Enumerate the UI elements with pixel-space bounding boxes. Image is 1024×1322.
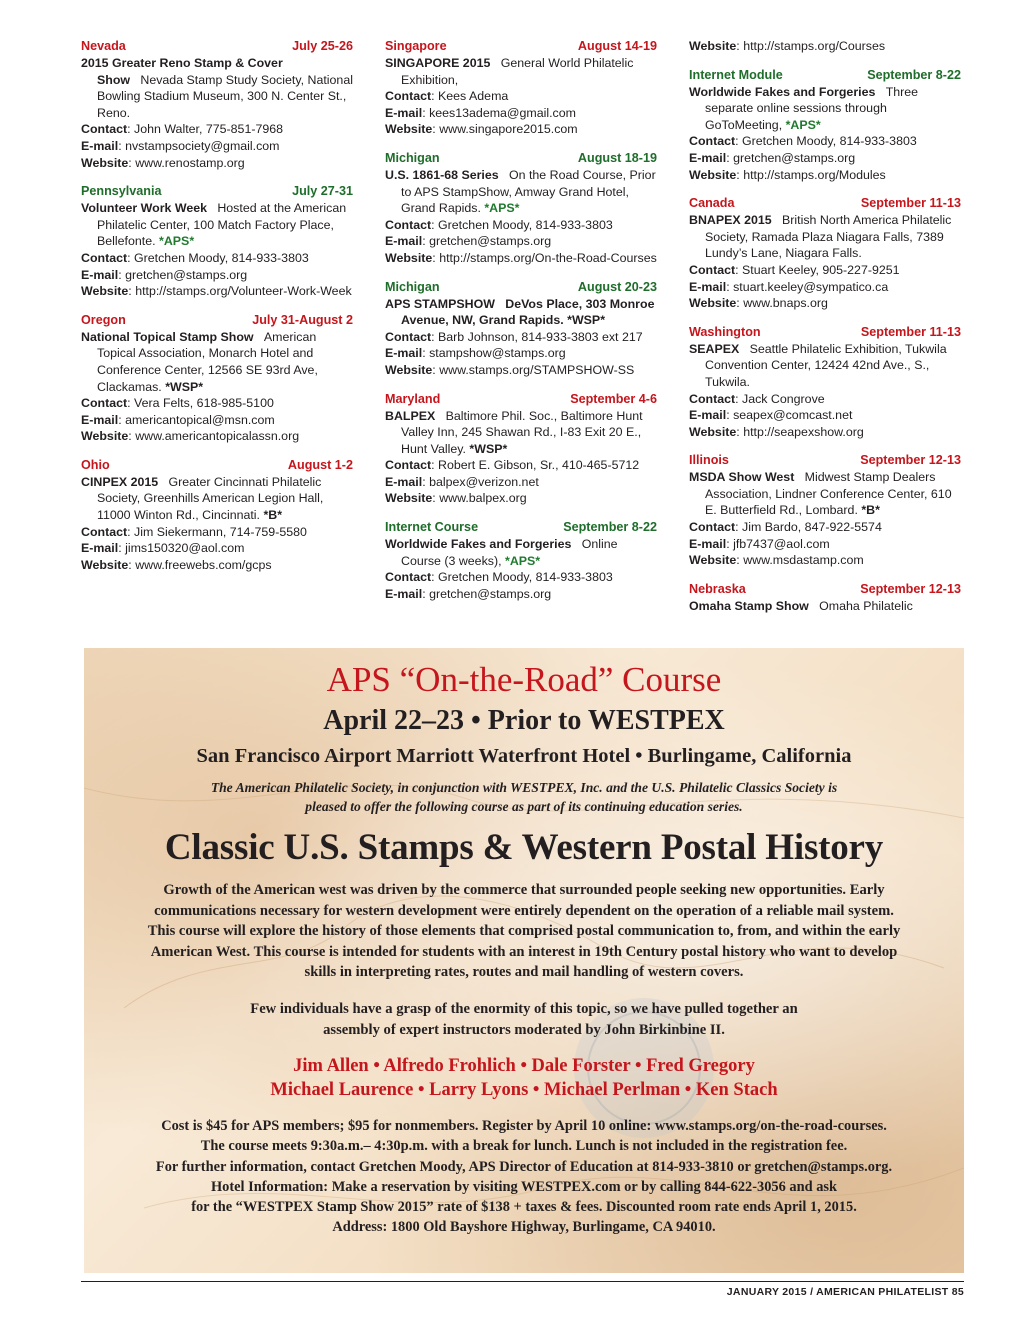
event-name: SEAPEX bbox=[689, 341, 740, 356]
event-contact-line: Contact: Jim Siekermann, 714-759-5580 bbox=[81, 524, 307, 539]
event-listing bbox=[81, 38, 353, 171]
event-website-line: Website: http://stamps.org/Courses bbox=[689, 39, 886, 53]
event-details: Baltimore Phil. Soc., Baltimore Hunt Valley Inn, 245 Shawan Rd., I-83 Exit 20 E., Hunt Valley. bbox=[401, 408, 643, 456]
event-region: Internet Module bbox=[689, 67, 783, 82]
field-label: Contact bbox=[81, 122, 128, 137]
event-website-line: Website: www.renostamp.org bbox=[81, 155, 245, 170]
field-value[interactable]: seapex@comcast.net bbox=[733, 408, 853, 423]
event-details: British North America Philatelic Society, Ramada Plaza Niagara Falls, 7389 Lundy’s Lane, Niagara Falls. bbox=[705, 213, 952, 261]
calendar-column-3 bbox=[689, 38, 961, 626]
field-label: Contact bbox=[385, 217, 432, 232]
field-label: E-mail bbox=[81, 541, 119, 556]
event-date: July 27-31 bbox=[292, 184, 353, 199]
event-date: August 14-19 bbox=[577, 39, 657, 53]
event-email-line: E-mail: jfb7437@aol.com bbox=[689, 536, 830, 551]
field-label: Website bbox=[689, 167, 737, 182]
event-listing bbox=[689, 38, 961, 55]
event-header bbox=[689, 581, 961, 598]
event-note: *WSP* bbox=[165, 379, 204, 394]
field-value[interactable]: www.balpex.org bbox=[439, 491, 527, 506]
event-email-line: E-mail: balpex@verizon.net bbox=[385, 474, 539, 489]
ad-dates: April 22–23 • Prior to WESTPEX bbox=[323, 705, 725, 736]
field-label: E-mail bbox=[689, 150, 727, 165]
event-website-line: Website: http://seapexshow.org bbox=[689, 424, 864, 439]
field-label: Website bbox=[385, 362, 433, 377]
event-details: On the Road Course, Prior to APS StampShow, Amway Grand Hotel, Grand Rapids. bbox=[401, 167, 656, 216]
page-footer: JANUARY 2015 / AMERICAN PHILATELIST 85 bbox=[726, 1286, 964, 1298]
ad-venue: San Francisco Airport Marriott Waterfront Hotel • Burlingame, California bbox=[196, 745, 852, 767]
event-note: *B* bbox=[263, 508, 283, 523]
event-contact-line: Contact: Gretchen Moody, 814-933-3803 bbox=[81, 250, 309, 265]
event-details: Greater Cincinnati Philatelic Society, Greenhills American Legion Hall, 11000 Winton Rd., Cincinnati. bbox=[97, 474, 324, 523]
event-name: 2015 Greater Reno Stamp & Cover Show bbox=[81, 56, 283, 87]
event-date: August 18-19 bbox=[577, 150, 657, 165]
event-description bbox=[81, 474, 353, 524]
field-value[interactable]: americantopical@msn.com bbox=[125, 412, 275, 427]
event-name: BNAPEX 2015 bbox=[689, 213, 772, 228]
event-website-line: Website: www.americantopicalassn.org bbox=[81, 429, 300, 444]
field-label: E-mail bbox=[385, 346, 423, 361]
field-label: Website bbox=[385, 250, 433, 265]
event-listing bbox=[385, 38, 657, 138]
field-value[interactable]: http://stamps.org/Modules bbox=[743, 167, 886, 182]
field-value[interactable]: jims150320@aol.com bbox=[125, 541, 245, 556]
calendar-column-2 bbox=[385, 38, 657, 614]
event-details: Online Course (3 weeks), bbox=[401, 537, 618, 568]
event-header bbox=[81, 457, 353, 474]
event-note: *APS* bbox=[159, 234, 195, 249]
event-name: BALPEX bbox=[385, 408, 436, 423]
field-label: Contact bbox=[385, 89, 432, 104]
event-contact-line: Contact: Gretchen Moody, 814-933-3803 bbox=[385, 217, 613, 232]
info-line: for the “WESTPEX Stamp Show 2015” rate of $138 + taxes & fees. Discounted room rate ends April 1, 2015. bbox=[191, 1198, 857, 1215]
event-date: July 25-26 bbox=[292, 39, 353, 53]
event-note: *B* bbox=[861, 503, 880, 518]
event-description bbox=[81, 200, 353, 250]
event-date: September 11-13 bbox=[860, 196, 961, 211]
event-region: Singapore bbox=[385, 39, 447, 53]
event-email-line: E-mail: gretchen@stamps.org bbox=[81, 267, 248, 282]
event-date: September 11-13 bbox=[860, 324, 961, 339]
event-details: Three separate online sessions through GoToMeeting, bbox=[705, 84, 919, 132]
event-details: Nevada Stamp Study Society, National Bowling Stadium Museum, 300 N. Center St., Reno. bbox=[97, 72, 353, 120]
event-date: September 4-6 bbox=[570, 391, 657, 406]
field-label: Website bbox=[689, 39, 737, 53]
event-region: Washington bbox=[689, 324, 761, 339]
course-advertisement bbox=[84, 648, 964, 1273]
event-description bbox=[689, 212, 961, 262]
field-label: E-mail bbox=[689, 279, 727, 294]
event-details: DeVos Place, 303 Monroe Avenue, NW, Grand Rapids. *WSP* bbox=[401, 296, 655, 328]
event-date: July 31-August 2 bbox=[252, 312, 353, 327]
field-label: Contact bbox=[689, 262, 736, 277]
event-note: *APS* bbox=[484, 201, 520, 216]
event-contact-line: Contact: Jack Congrove bbox=[689, 391, 825, 406]
field-label: E-mail bbox=[385, 234, 423, 249]
event-description bbox=[81, 329, 353, 395]
instructors-line: Michael Laurence • Larry Lyons • Michael Perlman • Ken Stach bbox=[270, 1080, 778, 1101]
event-name: U.S. 1861-68 Series bbox=[385, 167, 499, 182]
field-value[interactable]: gretchen@stamps.org bbox=[429, 586, 552, 601]
field-value: Robert E. Gibson, Sr., 410-465-5712 bbox=[438, 458, 640, 473]
event-details: Hosted at the American Philatelic Center, 100 Match Factory Place, Bellefonte. bbox=[97, 201, 347, 249]
event-website-line: Website: www.balpex.org bbox=[385, 491, 527, 506]
event-website-line: Website: www.bnaps.org bbox=[689, 296, 828, 311]
instructors-list bbox=[84, 1054, 964, 1102]
field-label: Website bbox=[81, 155, 129, 170]
event-note: *WSP* bbox=[469, 441, 508, 456]
field-value[interactable]: www.stamps.org/STAMPSHOW-SS bbox=[439, 362, 635, 377]
info-line: For further information, contact Gretchen Moody, APS Director of Education at 814-933-3810 or gretchen@stamps.org. bbox=[155, 1158, 893, 1175]
event-website-line: Website: http://stamps.org/Modules bbox=[689, 167, 886, 182]
event-name: Volunteer Work Week bbox=[81, 201, 208, 216]
event-listing bbox=[385, 279, 657, 379]
event-contact-line: Contact: Jim Bardo, 847-922-5574 bbox=[689, 520, 882, 535]
event-email-line: E-mail: gretchen@stamps.org bbox=[385, 586, 552, 601]
field-value[interactable]: http://stamps.org/Courses bbox=[743, 39, 886, 53]
event-listing bbox=[385, 519, 657, 602]
event-region: Canada bbox=[689, 196, 735, 211]
event-description bbox=[385, 167, 657, 217]
course-description: Growth of the American west was driven by the commerce that surrounded people seeking new opportunities. Early communications necessary for western development were entirely dependent on the operation of a reliable mail system. This course will explore the history of those elements that comprised postal communication to, from, and within the early American West. This course is intended for students with an interest in 19th Century postal history who want to develop skills in interpreting rates, routes and mail handling of western covers. bbox=[147, 882, 901, 981]
field-value[interactable]: http://stamps.org/Volunteer-Work-Week bbox=[135, 284, 352, 299]
event-region: Nevada bbox=[81, 39, 126, 53]
field-label: Contact bbox=[81, 250, 128, 265]
event-note: *APS* bbox=[505, 553, 541, 568]
event-email-line: E-mail: americantopical@msn.com bbox=[81, 412, 275, 427]
event-description bbox=[689, 469, 961, 519]
event-listing bbox=[81, 457, 353, 574]
event-email-line: E-mail: seapex@comcast.net bbox=[689, 408, 853, 423]
event-description bbox=[385, 55, 657, 88]
event-header bbox=[385, 519, 657, 536]
field-label: Website bbox=[385, 122, 433, 137]
field-value[interactable]: www.renostamp.org bbox=[135, 155, 245, 170]
field-value: Vera Felts, 618-985-5100 bbox=[134, 396, 274, 411]
field-value[interactable]: nvstampsociety@gmail.com bbox=[125, 138, 280, 153]
field-value[interactable]: balpex@verizon.net bbox=[429, 474, 539, 489]
field-label: Website bbox=[81, 557, 129, 572]
event-description bbox=[81, 55, 353, 121]
field-value: Barb Johnson, 814-933-3803 ext 217 bbox=[438, 329, 643, 344]
event-name: SINGAPORE 2015 bbox=[385, 56, 491, 70]
field-label: E-mail bbox=[385, 586, 423, 601]
field-label: E-mail bbox=[385, 474, 423, 489]
event-region: Ohio bbox=[81, 457, 110, 472]
field-label: E-mail bbox=[385, 105, 423, 120]
field-value: Kees Adema bbox=[438, 89, 509, 104]
field-label: E-mail bbox=[689, 408, 727, 423]
event-region: Michigan bbox=[385, 279, 440, 294]
event-listing bbox=[385, 150, 657, 267]
event-listing bbox=[81, 312, 353, 445]
event-contact-line: Contact: John Walter, 775-851-7968 bbox=[81, 122, 284, 137]
event-email-line: E-mail: gretchen@stamps.org bbox=[689, 150, 856, 165]
event-header bbox=[385, 279, 657, 296]
event-contact-line: Contact: Barb Johnson, 814-933-3803 ext 217 bbox=[385, 329, 643, 344]
event-date: September 8-22 bbox=[867, 67, 961, 82]
event-listing bbox=[385, 391, 657, 508]
field-value[interactable]: www.freewebs.com/gcps bbox=[135, 557, 272, 572]
event-date: September 12-13 bbox=[860, 581, 961, 596]
event-name: Worldwide Fakes and Forgeries bbox=[385, 537, 572, 552]
field-value[interactable]: http://stamps.org/On-the-Road-Courses bbox=[439, 250, 657, 265]
field-value: Jim Siekermann, 714-759-5580 bbox=[134, 524, 307, 539]
field-label: Contact bbox=[385, 329, 432, 344]
event-listing bbox=[689, 195, 961, 312]
field-value[interactable]: jfb7437@aol.com bbox=[733, 536, 830, 551]
field-label: Website bbox=[689, 296, 737, 311]
instructors-intro: Few individuals have a grasp of the enormity of this topic, so we have pulled together an assembly of expert instructors moderated by John Birkinbine II. bbox=[250, 1000, 798, 1038]
footer-divider bbox=[81, 1281, 964, 1282]
event-description bbox=[385, 408, 657, 458]
field-value: Stuart Keeley, 905-227-9251 bbox=[742, 262, 900, 277]
event-name: Worldwide Fakes and Forgeries bbox=[689, 84, 876, 99]
field-value[interactable]: gretchen@stamps.org bbox=[429, 234, 552, 249]
event-email-line: E-mail: nvstampsociety@gmail.com bbox=[81, 138, 280, 153]
event-date: September 12-13 bbox=[860, 453, 961, 468]
field-value[interactable]: www.bnaps.org bbox=[743, 296, 828, 311]
field-label: Website bbox=[81, 429, 129, 444]
info-line: Cost is $45 for APS members; $95 for nonmembers. Register by April 10 online: www.stamps.org/on-the-road-courses. bbox=[161, 1118, 887, 1135]
event-region: Illinois bbox=[689, 453, 729, 468]
event-website-line: Website: www.freewebs.com/gcps bbox=[81, 557, 272, 572]
event-date: August 20-23 bbox=[577, 279, 657, 294]
event-details: American Topical Association, Monarch Hotel and Conference Center, 12566 SE 93rd Ave, Clackamas. bbox=[97, 329, 318, 394]
field-value[interactable]: http://seapexshow.org bbox=[743, 424, 864, 439]
field-label: Contact bbox=[689, 520, 736, 535]
field-label: Contact bbox=[689, 391, 736, 406]
event-details: Midwest Stamp Dealers Association, Lindner Conference Center, 610 E. Butterfield Rd., Lombard. bbox=[705, 470, 952, 518]
event-description bbox=[385, 296, 657, 329]
info-line: Hotel Information: Make a reservation by visiting WESTPEX.com or by calling 844-622-3056 and ask bbox=[210, 1178, 837, 1195]
field-value[interactable]: gretchen@stamps.org bbox=[733, 150, 856, 165]
ad-intro: The American Philatelic Society, in conjunction with WESTPEX, Inc. and the U.S. Philatelic Classics Society is pleased to offer the following course as part of its continuing education series. bbox=[210, 780, 838, 814]
event-listing bbox=[689, 67, 961, 184]
event-name: MSDA Show West bbox=[689, 470, 795, 485]
event-email-line: E-mail: jims150320@aol.com bbox=[81, 541, 245, 556]
info-line: Address: 1800 Old Bayshore Highway, Burlingame, CA 94010. bbox=[332, 1219, 716, 1236]
event-name: National Topical Stamp Show bbox=[81, 329, 254, 344]
event-email-line: E-mail: gretchen@stamps.org bbox=[385, 234, 552, 249]
field-label: Contact bbox=[81, 524, 128, 539]
event-description bbox=[385, 536, 657, 569]
field-label: Contact bbox=[81, 396, 128, 411]
event-date: September 8-22 bbox=[563, 520, 657, 535]
event-website-line: Website: http://stamps.org/Volunteer-Work-Week bbox=[81, 284, 352, 299]
field-value: Gretchen Moody, 814-933-3803 bbox=[742, 134, 917, 149]
field-label: Contact bbox=[385, 458, 432, 473]
event-listing bbox=[81, 183, 353, 300]
event-header bbox=[689, 195, 961, 212]
event-header bbox=[689, 324, 961, 341]
event-contact-line: Contact: Gretchen Moody, 814-933-3803 bbox=[689, 134, 917, 149]
event-region: Internet Course bbox=[385, 520, 479, 535]
field-value: Jack Congrove bbox=[742, 391, 825, 406]
event-listing bbox=[689, 581, 961, 615]
event-contact-line: Contact: Stuart Keeley, 905-227-9251 bbox=[689, 262, 900, 277]
event-website-line: Website: www.msdastamp.com bbox=[689, 553, 864, 568]
event-website-line: Website: www.singapore2015.com bbox=[385, 122, 578, 137]
field-label: Contact bbox=[689, 134, 736, 149]
event-header bbox=[81, 38, 353, 55]
event-description bbox=[689, 84, 961, 134]
event-contact-line: Contact: Kees Adema bbox=[385, 89, 509, 104]
event-region: Pennsylvania bbox=[81, 184, 162, 199]
instructors-line: Jim Allen • Alfredo Frohlich • Dale Forster • Fred Gregory bbox=[293, 1056, 755, 1077]
event-email-line: E-mail: stuart.keeley@sympatico.ca bbox=[689, 279, 889, 294]
event-name: CINPEX 2015 bbox=[81, 474, 159, 489]
event-details: Seattle Philatelic Exhibition, Tukwila Convention Center, 12424 42nd Ave., S., Tukwila. bbox=[705, 341, 947, 389]
event-details: Omaha Philatelic bbox=[819, 598, 913, 613]
event-listing bbox=[689, 324, 961, 441]
event-website-line: Website: www.stamps.org/STAMPSHOW-SS bbox=[385, 362, 635, 377]
event-header bbox=[689, 452, 961, 469]
field-label: E-mail bbox=[689, 536, 727, 551]
event-region: Oregon bbox=[81, 312, 126, 327]
calendar-column-1 bbox=[81, 38, 353, 585]
field-value[interactable]: kees13adema@gmail.com bbox=[429, 105, 576, 120]
field-label: Website bbox=[689, 424, 737, 439]
event-region: Michigan bbox=[385, 150, 440, 165]
field-label: Website bbox=[689, 553, 737, 568]
event-note: *APS* bbox=[785, 117, 821, 132]
event-date: August 1-2 bbox=[287, 457, 353, 472]
event-contact-line: Contact: Robert E. Gibson, Sr., 410-465-5712 bbox=[385, 458, 640, 473]
field-value: John Walter, 775-851-7968 bbox=[134, 122, 284, 137]
field-value[interactable]: gretchen@stamps.org bbox=[125, 267, 248, 282]
field-value[interactable]: www.americantopicalassn.org bbox=[135, 429, 300, 444]
event-header bbox=[385, 38, 657, 55]
event-details: General World Philatelic Exhibition, bbox=[401, 56, 634, 87]
ad-title: APS “On-the-Road” Course bbox=[326, 660, 722, 699]
course-info bbox=[84, 1116, 964, 1237]
field-value: Gretchen Moody, 814-933-3803 bbox=[438, 217, 613, 232]
event-description bbox=[689, 598, 961, 615]
event-header bbox=[81, 312, 353, 329]
field-label: E-mail bbox=[81, 412, 119, 427]
field-label: Website bbox=[81, 284, 129, 299]
event-listing bbox=[689, 452, 961, 569]
event-email-line: E-mail: stampshow@stamps.org bbox=[385, 346, 566, 361]
course-title: Classic U.S. Stamps & Western Postal History bbox=[164, 827, 884, 868]
field-value[interactable]: stampshow@stamps.org bbox=[429, 346, 566, 361]
event-region: Maryland bbox=[385, 391, 441, 406]
info-line: The course meets 9:30a.m.– 4:30p.m. with a break for lunch. Lunch is not included in the registration fee. bbox=[200, 1138, 848, 1155]
event-header bbox=[385, 150, 657, 167]
event-region: Nebraska bbox=[689, 581, 746, 596]
event-description bbox=[689, 341, 961, 391]
field-value: Jim Bardo, 847-922-5574 bbox=[742, 520, 882, 535]
event-header bbox=[81, 183, 353, 200]
event-header bbox=[689, 67, 961, 84]
field-value: Gretchen Moody, 814-933-3803 bbox=[438, 570, 613, 585]
field-label: Contact bbox=[385, 570, 432, 585]
event-contact-line: Contact: Vera Felts, 618-985-5100 bbox=[81, 396, 274, 411]
event-contact-line: Contact: Gretchen Moody, 814-933-3803 bbox=[385, 570, 613, 585]
field-label: Website bbox=[385, 491, 433, 506]
field-value: Gretchen Moody, 814-933-3803 bbox=[134, 250, 309, 265]
field-value[interactable]: www.singapore2015.com bbox=[439, 122, 578, 137]
field-label: E-mail bbox=[81, 267, 119, 282]
event-website-line: Website: http://stamps.org/On-the-Road-Courses bbox=[385, 250, 657, 265]
event-name: APS STAMPSHOW bbox=[385, 296, 495, 311]
event-email-line: E-mail: kees13adema@gmail.com bbox=[385, 105, 576, 120]
field-value[interactable]: stuart.keeley@sympatico.ca bbox=[733, 279, 889, 294]
field-value[interactable]: www.msdastamp.com bbox=[743, 553, 864, 568]
event-name: Omaha Stamp Show bbox=[689, 598, 809, 613]
field-label: E-mail bbox=[81, 138, 119, 153]
event-header bbox=[385, 391, 657, 408]
